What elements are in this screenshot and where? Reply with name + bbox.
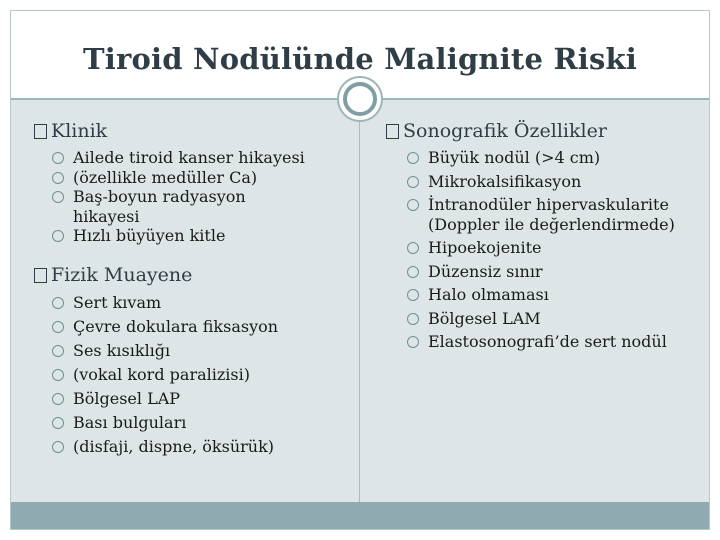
section-heading-label: Klinik xyxy=(51,120,108,142)
circle-bullet-icon xyxy=(52,369,64,381)
circle-bullet-icon xyxy=(52,152,64,164)
circle-bullet-icon xyxy=(407,313,419,325)
list-item: Bölgesel LAM xyxy=(407,309,703,329)
fizik-muayene-list xyxy=(52,291,342,459)
circle-bullet-icon xyxy=(52,172,64,184)
list-item: Bası bulguları xyxy=(52,411,342,435)
circle-bullet-icon xyxy=(407,336,419,348)
checkbox-square-icon xyxy=(34,268,47,283)
list-item: Elastosonografi’de sert nodül xyxy=(407,332,703,352)
footer-bar xyxy=(11,502,709,529)
circle-bullet-icon xyxy=(52,393,64,405)
circle-bullet-icon xyxy=(52,191,64,203)
list-item: Baş-boyun radyasyon hikayesi xyxy=(52,187,342,226)
list-item: Sert kıvam xyxy=(52,291,342,315)
list-item: (disfaji, dispne, öksürük) xyxy=(52,435,342,459)
circle-bullet-icon xyxy=(52,417,64,429)
list-item: Bölgesel LAP xyxy=(52,387,342,411)
decorative-ring-inner-icon xyxy=(343,82,377,116)
list-item: Ses kısıklığı xyxy=(52,339,342,363)
section-heading-label: Sonografik Özellikler xyxy=(403,120,607,142)
list-item: Hipoekojenite xyxy=(407,238,703,258)
list-item: İntranodüler hipervaskularite (Doppler ile değerlendirmede) xyxy=(407,195,703,234)
circle-bullet-icon xyxy=(407,242,419,254)
circle-bullet-icon xyxy=(407,199,419,211)
list-item: Hızlı büyüyen kitle xyxy=(52,226,342,246)
list-item: Düzensiz sınır xyxy=(407,262,703,282)
list-item: Büyük nodül (>4 cm) xyxy=(407,148,703,168)
list-item: Halo olmaması xyxy=(407,285,703,305)
circle-bullet-icon xyxy=(52,321,64,333)
circle-bullet-icon xyxy=(52,441,64,453)
section-heading-sonografik xyxy=(386,120,607,142)
circle-bullet-icon xyxy=(52,345,64,357)
column-divider xyxy=(359,100,360,502)
klinik-list xyxy=(52,148,342,246)
circle-bullet-icon xyxy=(52,230,64,242)
section-heading-label: Fizik Muayene xyxy=(51,264,193,286)
circle-bullet-icon xyxy=(407,266,419,278)
list-item: (özellikle medüller Ca) xyxy=(52,168,342,188)
section-heading-klinik xyxy=(34,120,107,142)
circle-bullet-icon xyxy=(407,289,419,301)
list-item: Mikrokalsifikasyon xyxy=(407,172,703,192)
checkbox-square-icon xyxy=(34,124,47,139)
circle-bullet-icon xyxy=(407,152,419,164)
section-heading-fizik-muayene xyxy=(34,264,192,286)
list-item: Ailede tiroid kanser hikayesi xyxy=(52,148,342,168)
circle-bullet-icon xyxy=(407,176,419,188)
list-item: (vokal kord paralizisi) xyxy=(52,363,342,387)
checkbox-square-icon xyxy=(386,124,399,139)
sonografik-list xyxy=(407,148,703,352)
circle-bullet-icon xyxy=(52,297,64,309)
list-item: Çevre dokulara fiksasyon xyxy=(52,315,342,339)
slide-title: Tiroid Nodülünde Malignite Riski xyxy=(82,42,638,76)
